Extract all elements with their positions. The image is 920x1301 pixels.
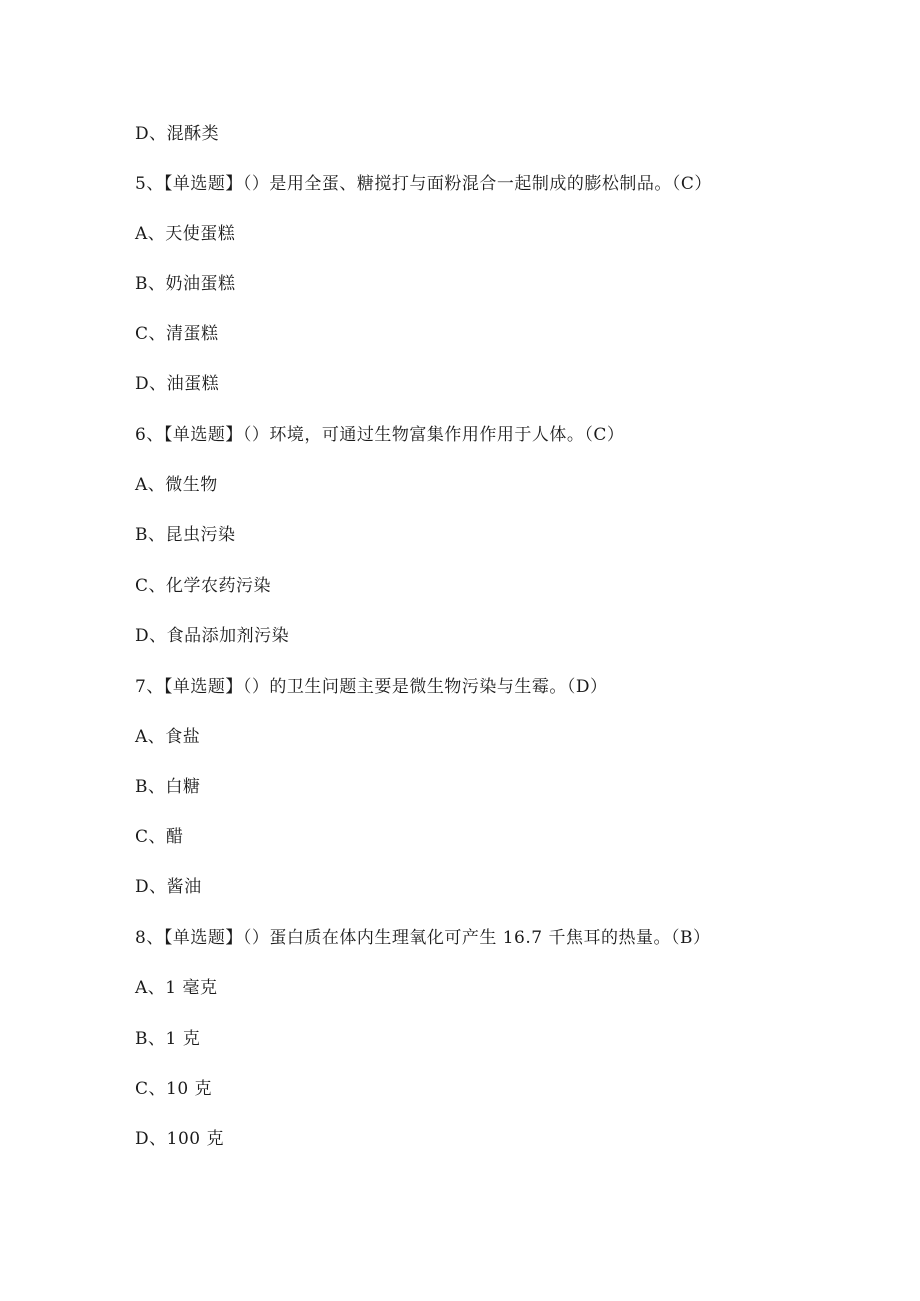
option-7b: B、白糖 [135, 777, 201, 797]
question-6: 6、【单选题】（）环境，可通过生物富集作用作用于人体。（C） [135, 425, 625, 445]
option-5b: B、奶油蛋糕 [135, 274, 236, 294]
option-5d: D、油蛋糕 [135, 374, 220, 394]
question-5: 5、【单选题】（）是用全蛋、糖搅打与面粉混合一起制成的膨松制品。（C） [135, 174, 712, 194]
option-6c: C、化学农药污染 [135, 576, 272, 596]
option-6d: D、食品添加剂污染 [135, 626, 290, 646]
option-8d: D、100 克 [135, 1129, 224, 1149]
option-6a: A、微生物 [135, 475, 218, 495]
option-4d: D、混酥类 [135, 124, 220, 144]
option-8c: C、10 克 [135, 1079, 213, 1099]
option-8b: B、1 克 [135, 1029, 201, 1049]
option-7c: C、醋 [135, 827, 184, 847]
question-8: 8、【单选题】（）蛋白质在体内生理氧化可产生 16.7 千焦耳的热量。（B） [135, 928, 711, 948]
option-5c: C、清蛋糕 [135, 324, 219, 344]
question-7: 7、【单选题】（）的卫生问题主要是微生物污染与生霉。（D） [135, 677, 608, 697]
option-6b: B、昆虫污染 [135, 525, 236, 545]
option-5a: A、天使蛋糕 [135, 224, 236, 244]
option-7a: A、食盐 [135, 727, 201, 747]
option-7d: D、酱油 [135, 877, 202, 897]
option-8a: A、1 毫克 [135, 978, 218, 998]
